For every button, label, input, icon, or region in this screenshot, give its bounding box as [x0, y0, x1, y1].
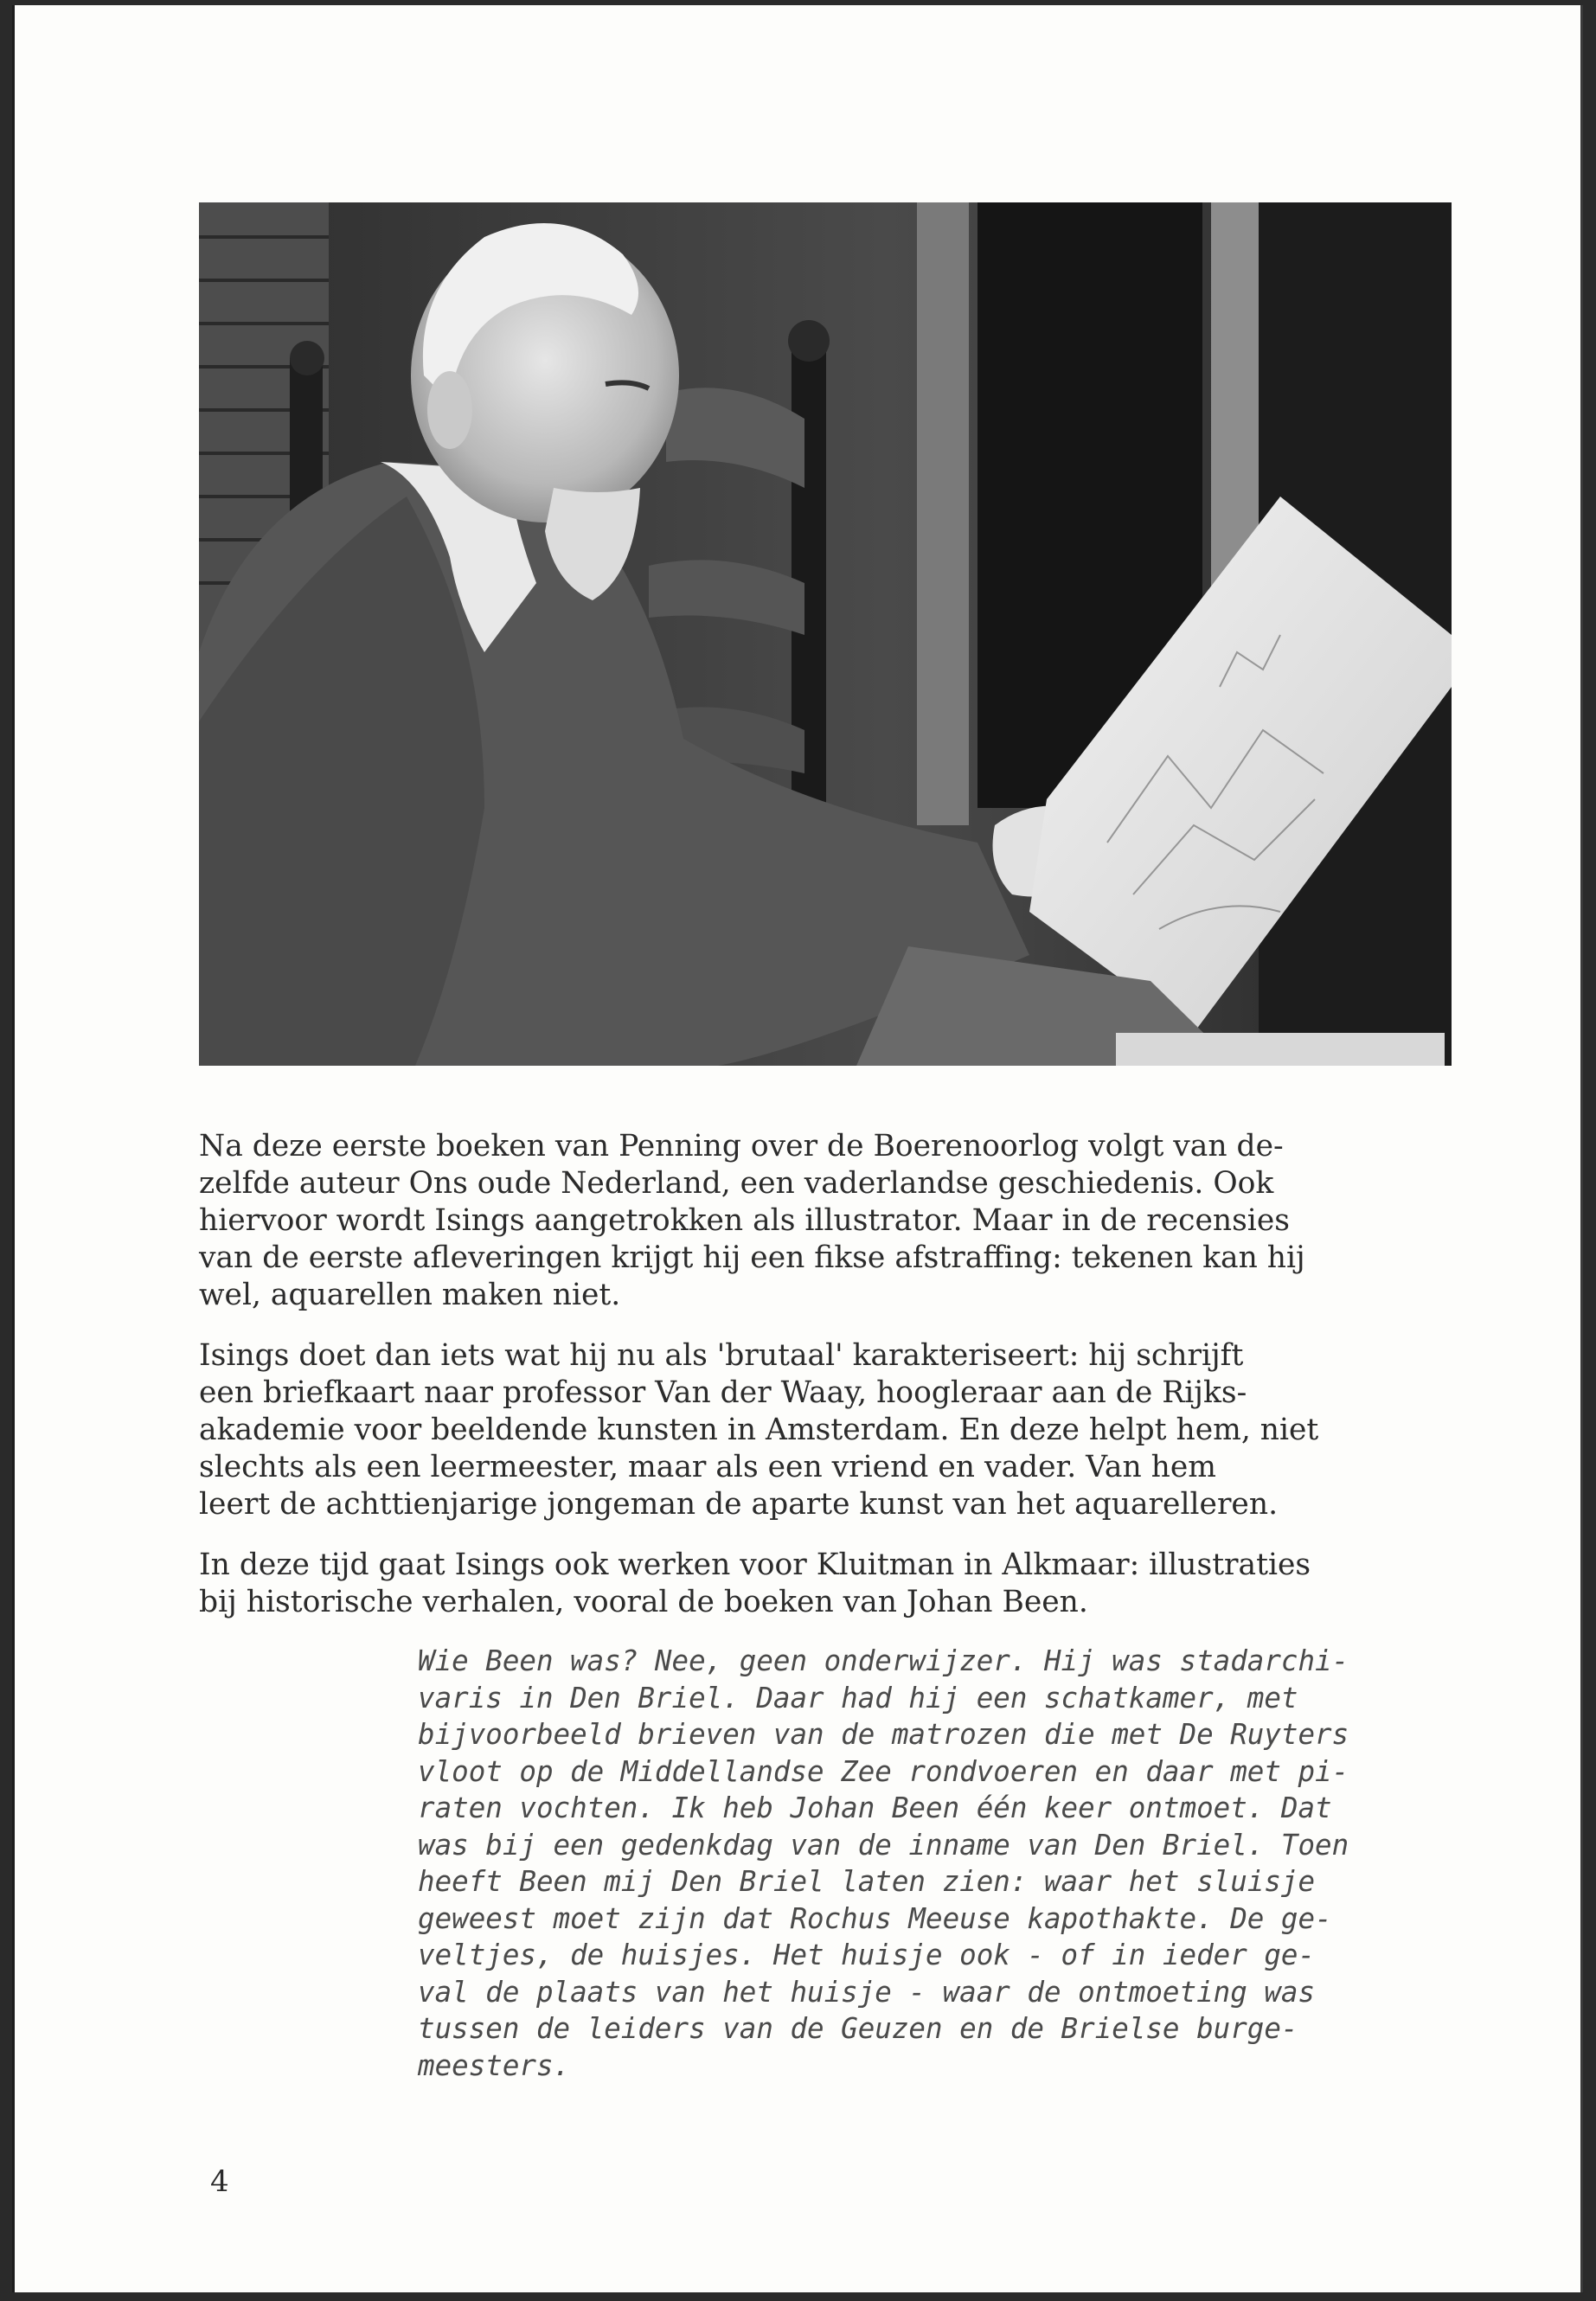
text-line: bij historische verhalen, vooral de boeken van Johan Been.: [199, 1585, 1088, 1619]
text-line: leert de achttienjarige jongeman de aparte kunst van het aquarelleren.: [199, 1487, 1279, 1522]
quote-line: was bij een gedenkdag van de inname van Den Briel. Toen: [418, 1828, 1349, 1862]
text-line: van de eerste afleveringen krijgt hij een fikse afstraffing: tekenen kan hij: [199, 1240, 1305, 1275]
paragraph-2: [199, 1337, 1488, 1523]
quote-line: bijvoorbeeld brieven van de matrozen die met De Ruyters: [418, 1718, 1349, 1751]
portrait-photo-icon: [199, 202, 1452, 1066]
paragraph-1: [199, 1128, 1488, 1314]
quote-line: Wie Been was? Nee, geen onderwijzer. Hij was stadarchi-: [418, 1644, 1349, 1677]
quote-line: meesters.: [418, 2048, 571, 2082]
text-line: In deze tijd gaat Isings ook werken voor Kluitman in Alkmaar: illustraties: [199, 1548, 1311, 1582]
quote-line: varis in Den Briel. Daar had hij een schatkamer, met: [418, 1681, 1298, 1715]
page-number: 4: [210, 2164, 229, 2199]
quote-line: vloot op de Middellandse Zee rondvoeren en daar met pi-: [418, 1754, 1349, 1788]
text-line: wel, aquarellen maken niet.: [199, 1278, 621, 1312]
quote-line: geweest moet zijn dat Rochus Meeuse kapothakte. De ge-: [418, 1901, 1332, 1935]
quote-line: veltjes, de huisjes. Het huisje ook - of in ieder ge-: [418, 1939, 1316, 1971]
paragraph-3: [199, 1547, 1488, 1621]
quote-line: heeft Been mij Den Briel laten zien: waar het sluisje: [418, 1865, 1316, 1898]
text-line: Isings doet dan iets wat hij nu als 'brutaal' karakteriseert: hij schrijft: [199, 1338, 1244, 1373]
quote-line: tussen de leiders van de Geuzen en de Brielse burge-: [418, 2012, 1298, 2045]
text-line: akademie voor beeldende kunsten in Amsterdam. En deze helpt hem, niet: [199, 1413, 1319, 1447]
text-line: zelfde auteur Ons oude Nederland, een vaderlandse geschiedenis. Ook: [199, 1166, 1274, 1201]
text-line: hiervoor wordt Isings aangetrokken als illustrator. Maar in de recensies: [199, 1203, 1290, 1238]
interview-quote: [418, 1643, 1499, 2084]
text-line: een briefkaart naar professor Van der Waay, hoogleraar aan de Rijks-: [199, 1375, 1247, 1410]
portrait-photo: [199, 202, 1452, 1066]
text-line: slechts als een leermeester, maar als een vriend en vader. Van hem: [199, 1450, 1217, 1484]
document-page: [12, 5, 1583, 2292]
text-line: Na deze eerste boeken van Penning over de Boerenoorlog volgt van de-: [199, 1129, 1284, 1163]
quote-line: raten vochten. Ik heb Johan Been één keer ontmoet. Dat: [418, 1791, 1332, 1824]
quote-line: val de plaats van het huisje - waar de ontmoeting was: [418, 1975, 1316, 2009]
